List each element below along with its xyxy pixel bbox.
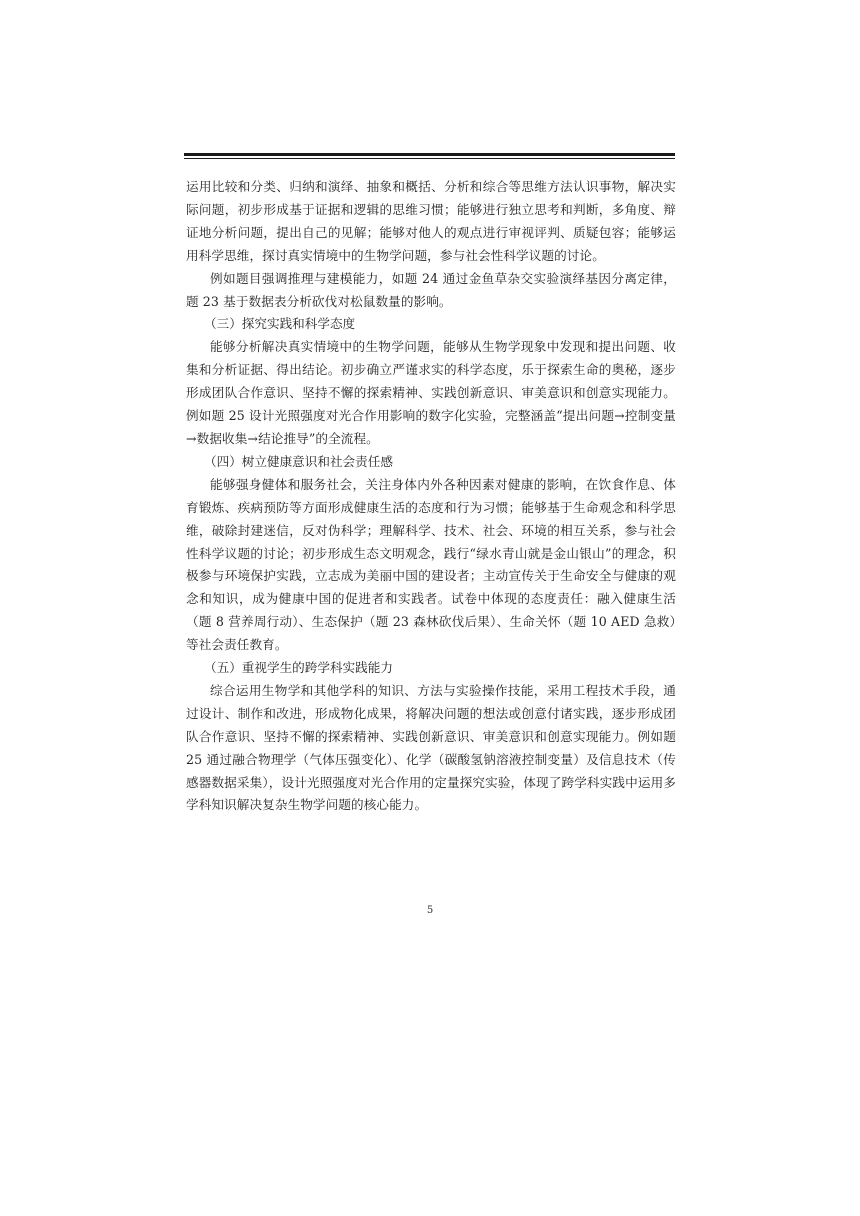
header-rule-thick [184, 153, 675, 156]
document-body [186, 176, 676, 817]
section-heading-inquiry-practice: （三）探究实践和科学态度 [204, 316, 356, 332]
paragraph-inquiry-practice: 能够分析解决真实情境中的生物学问题，能够从生物学现象中发现和提出问题、收集和分析证据、得出结论。初步确立严谨求实的科学态度，乐于探索生命的奥秘，逐步形成团队合作意识、坚持不懈的探索精神、实践创新意识、审美意识和创意实现能力。例如题 25 设计光照强度对光合作用影响的数字化实验，完整涵盖“提出问题→控制变量→数据收集→结论推导”的全流程。 [186, 339, 676, 446]
section-heading-health-responsibility: （四）树立健康意识和社会责任感 [204, 453, 393, 469]
paragraph-interdisciplinary: 综合运用生物学和其他学科的知识、方法与实验操作技能，采用工程技术手段，通过设计、制作和改进，形成物化成果，将解决问题的想法或创意付诸实践，逐步形成团队合作意识、坚持不懈的探索精神、实践创新意识、审美意识和创意实现能力。例如题 25 通过融合物理学（气体压强变化）、化学（碳酸氢钠溶液控制变量）及信息技术（传感器数据采集），设计光照强度对光合作用的定量探究实验，体现了跨学科实践中运用多学科知识解决复杂生物学问题的核心能力。 [186, 682, 676, 813]
paragraph-scientific-thinking: 运用比较和分类、归纳和演绎、抽象和概括、分析和综合等思维方法认识事物，解决实际问题，初步形成基于证据和逻辑的思维习惯；能够进行独立思考和判断，多角度、辩证地分析问题，提出自己的见解；能够对他人的观点进行审视评判、质疑包容；能够运用科学思维，探讨真实情境中的生物学问题，参与社会性科学议题的讨论。 [186, 179, 676, 263]
header-rule-thin [184, 158, 675, 159]
section-heading-interdisciplinary: （五）重视学生的跨学科实践能力 [204, 660, 393, 676]
paragraph-health-responsibility: 能够强身健体和服务社会，关注身体内外各种因素对健康的影响，在饮食作息、体育锻炼、疾病预防等方面形成健康生活的态度和行为习惯；能够基于生命观念和科学思维，破除封建迷信，反对伪科学；理解科学、技术、社会、环境的相互关系，参与社会性科学议题的讨论；初步形成生态文明观念，践行“绿水青山就是金山银山”的理念，积极参与环境保护实践，立志成为美丽中国的建设者；主动宣传关于生命安全与健康的观念和知识，成为健康中国的促进者和实践者。试卷中体现的态度责任：融入健康生活（题 8 营养周行动）、生态保护（题 23 森林砍伐后果）、生命关怀（题 10 AED 急救）等社会责任教育。 [186, 476, 676, 653]
page-number: 5 [426, 905, 434, 916]
header-rule [184, 153, 675, 159]
paragraph-reasoning-example: 例如题目强调推理与建模能力，如题 24 通过金鱼草杂交实验演绎基因分离定律，题 23 基于数据表分析砍伐对松鼠数量的影响。 [186, 270, 676, 309]
